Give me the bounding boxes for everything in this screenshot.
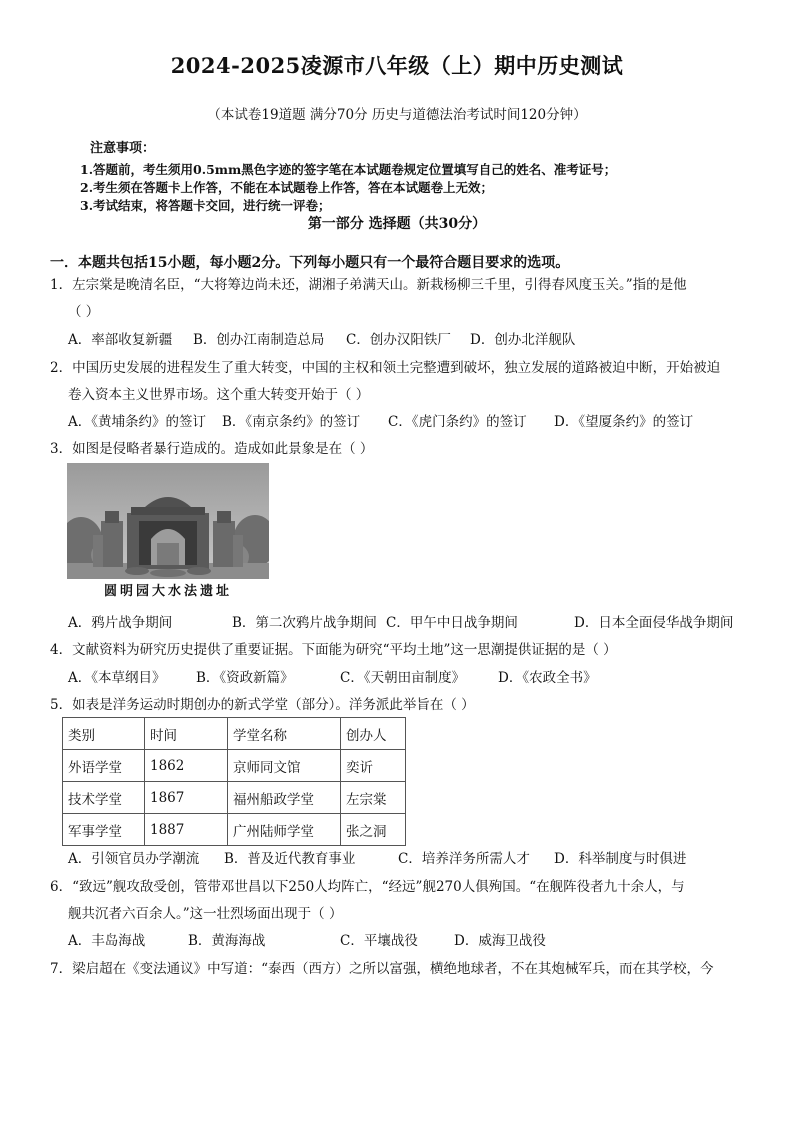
- new-schools-table: [62, 717, 406, 846]
- table-row: [63, 750, 406, 782]
- question-1-text: 1．左宗棠是晚清名臣，“大将筹边尚未还，湖湘子弟满天山。新栽杨柳三千里，引得春风度玉关。”指的是他: [50, 277, 687, 293]
- question-3-option-b: B．第二次鸦片战争期间: [232, 615, 377, 631]
- table-row: [63, 814, 406, 846]
- question-6-option-a: A．丰岛海战: [68, 933, 146, 949]
- question-1-answer-blank: （ ）: [68, 304, 100, 320]
- notice-heading: 注意事项：: [90, 141, 156, 156]
- question-2-option-c: C．《虎门条约》的签订: [388, 414, 527, 430]
- question-4-option-c: C．《天朝田亩制度》: [340, 670, 466, 686]
- photo-caption: 圆明园大水法遗址: [103, 584, 232, 599]
- question-4-text: 4．文献资料为研究历史提供了重要证据。下面能为研究“平均土地”这一思潮提供证据的是（ ）: [50, 642, 617, 658]
- question-2-option-b: B．《南京条约》的签订: [222, 414, 361, 430]
- part-one-title: 第一部分 选择题（共30分）: [307, 216, 487, 232]
- yuanmingyuan-ruins-photo: [67, 463, 269, 601]
- question-7-text: 7．梁启超在《变法通议》中写道：“泰西（西方）之所以富强，横绝地球者，不在其炮械军兵，而在其学校，今: [50, 961, 714, 977]
- question-1-option-a: A．率部收复新疆: [68, 332, 173, 348]
- question-3-option-c: C．甲午中日战争期间: [386, 615, 518, 631]
- page-title: 2024-2025凌源市八年级（上）期中历史测试: [170, 53, 624, 78]
- table-cell: 张之洞: [341, 814, 406, 846]
- table-cell: 1867: [145, 782, 228, 814]
- question-3-option-d: D．日本全面侵华战争期间: [574, 615, 734, 631]
- exam-info: （本试卷19道题 满分70分 历史与道德法治考试时间120分钟）: [207, 107, 587, 123]
- table-header-cell: 创办人: [341, 718, 406, 750]
- table-cell: 左宗棠: [341, 782, 406, 814]
- question-4-option-b: B．《资政新篇》: [196, 670, 294, 686]
- question-3-text: 3．如图是侵略者暴行造成的。造成如此景象是在（ ）: [50, 441, 374, 457]
- question-5-option-a: A．引领官员办学潮流: [68, 851, 200, 867]
- question-5-option-d: D．科举制度与时俱进: [554, 851, 687, 867]
- table-header-row: [63, 718, 406, 750]
- question-5-option-c: C．培养洋务所需人才: [398, 851, 530, 867]
- table-header-cell: 时间: [145, 718, 228, 750]
- question-1-option-b: B．创办江南制造总局: [193, 332, 325, 348]
- table-header-cell: 学堂名称: [228, 718, 341, 750]
- question-4-option-d: D．《农政全书》: [498, 670, 597, 686]
- question-4-option-a: A．《本草纲目》: [68, 670, 166, 686]
- table-cell: 京师同文馆: [228, 750, 341, 782]
- table-cell: 1862: [145, 750, 228, 782]
- question-2-option-d: D．《望厦条约》的签订: [554, 414, 694, 430]
- question-6-option-c: C．平壤战役: [340, 933, 418, 949]
- table-row: [63, 782, 406, 814]
- table-header-cell: 类别: [63, 718, 145, 750]
- question-5-text: 5．如表是洋务运动时期创办的新式学堂（部分）。洋务派此举旨在（ ）: [50, 697, 475, 713]
- table-cell: 外语学堂: [63, 750, 145, 782]
- question-2-option-a: A．《黄埔条约》的签订: [68, 414, 206, 430]
- question-6-option-b: B．黄海海战: [188, 933, 266, 949]
- notice-item-3: 3.考试结束，将答题卡交回，进行统一评卷；: [80, 198, 331, 213]
- question-5-option-b: B．普及近代教育事业: [224, 851, 356, 867]
- question-1-option-c: C．创办汉阳铁厂: [346, 332, 451, 348]
- question-6-text-cont: 舰共沉者六百余人。”这一壮烈场面出现于（ ）: [68, 906, 343, 922]
- table-cell: 福州船政学堂: [228, 782, 341, 814]
- question-1-option-d: D．创办北洋舰队: [470, 332, 576, 348]
- notice-item-1: 1.答题前，考生须用0.5mm黑色字迹的签字笔在本试题卷规定位置填写自己的姓名、准考证号；: [80, 162, 617, 177]
- table-cell: 广州陆师学堂: [228, 814, 341, 846]
- question-2-text: 2．中国历史发展的进程发生了重大转变，中国的主权和领土完整遭到破坏，独立发展的道路被迫中断，开始被迫: [50, 360, 721, 376]
- question-2-text-cont: 卷入资本主义世界市场。这个重大转变开始于（ ）: [68, 387, 370, 403]
- table-cell: 军事学堂: [63, 814, 145, 846]
- question-6-text: 6．“致远”舰攻敌受创，管带邓世昌以下250人均阵亡，“经远”舰270人俱殉国。“在舰阵役者九十余人，与: [50, 879, 685, 895]
- table-cell: 技术学堂: [63, 782, 145, 814]
- table-cell: 奕䜣: [341, 750, 406, 782]
- section-one-title: 一．本题共包括15小题，每小题2分。下列每小题只有一个最符合题目要求的选项。: [50, 255, 570, 271]
- table-cell: 1887: [145, 814, 228, 846]
- question-6-option-d: D．威海卫战役: [454, 933, 546, 949]
- question-3-option-a: A．鸦片战争期间: [68, 615, 173, 631]
- notice-item-2: 2.考生须在答题卡上作答，不能在本试题卷上作答，答在本试题卷上无效；: [80, 180, 494, 195]
